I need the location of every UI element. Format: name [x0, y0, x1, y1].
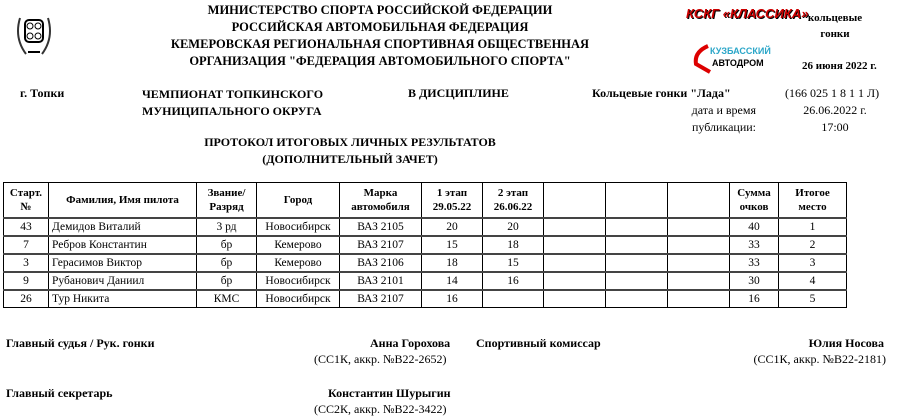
column-header: Старт. №	[4, 183, 49, 219]
table-cell: ВАЗ 2101	[340, 272, 422, 290]
table-cell: 20	[483, 218, 544, 236]
org-line: МИНИСТЕРСТВО СПОРТА РОССИЙСКОЙ ФЕДЕРАЦИИ	[207, 3, 553, 17]
table-cell: Герасимов Виктор	[49, 254, 197, 272]
table-cell: 16	[422, 290, 483, 308]
table-cell	[544, 290, 606, 308]
table-cell: бр	[197, 272, 257, 290]
table-cell	[544, 218, 606, 236]
table-cell	[606, 254, 668, 272]
city: г. Топки	[20, 86, 65, 100]
table-cell: 3	[4, 254, 49, 272]
table-cell: Тур Никита	[49, 290, 197, 308]
column-header	[544, 183, 606, 219]
table-cell: 14	[422, 272, 483, 290]
column-header: Город	[257, 183, 340, 219]
table-cell: КМС	[197, 290, 257, 308]
table-cell: бр	[197, 254, 257, 272]
org-line: ОРГАНИЗАЦИЯ "ФЕДЕРАЦИЯ АВТОМОБИЛЬНОГО СПОРТА"	[189, 54, 571, 68]
column-header: Звание/ Разряд	[197, 183, 257, 219]
chief-judge-credentials: (СС1К, аккр. №В22-2652)	[314, 352, 447, 366]
table-cell: Новосибирск	[257, 272, 340, 290]
results-table	[3, 182, 847, 308]
table-cell: 9	[4, 272, 49, 290]
table-cell	[668, 218, 730, 236]
table-cell: Рубанович Даниил	[49, 272, 197, 290]
discipline: Кольцевые гонки "Лада"	[592, 86, 731, 100]
table-cell	[668, 236, 730, 254]
table-cell: 7	[4, 236, 49, 254]
table-cell: ВАЗ 2107	[340, 236, 422, 254]
table-row	[4, 236, 847, 254]
kuzbass-autodrome-logo: КУЗБАССКИЙ АВТОДРОМ	[696, 44, 756, 76]
column-header	[606, 183, 668, 219]
table-cell: 15	[483, 254, 544, 272]
table-cell: Демидов Виталий	[49, 218, 197, 236]
table-cell	[606, 290, 668, 308]
event-date: 26 июня 2022 г.	[802, 60, 877, 72]
table-cell	[668, 272, 730, 290]
kskg-logo: КСКГ «КЛАССИКА»	[686, 6, 809, 21]
table-cell: 33	[730, 254, 779, 272]
publication-datetime: 26.06.2022 г. 17:00	[803, 103, 867, 134]
event-type: кольцевые гонки	[807, 12, 863, 40]
chief-secretary-name: Константин Шурыгин	[328, 386, 451, 400]
column-header: Марка автомобиля	[340, 183, 422, 219]
table-cell	[544, 236, 606, 254]
table-cell: 16	[730, 290, 779, 308]
table-cell: 3	[779, 254, 847, 272]
table-cell	[483, 290, 544, 308]
table-cell: 26	[4, 290, 49, 308]
table-cell	[544, 272, 606, 290]
commissioner-credentials: (СС1К, аккр. №В22-2181)	[753, 352, 886, 366]
table-cell	[668, 290, 730, 308]
table-cell	[606, 218, 668, 236]
table-cell: Кемерово	[257, 236, 340, 254]
column-header: 2 этап 26.06.22	[483, 183, 544, 219]
table-row	[4, 218, 847, 236]
chief-secretary-credentials: (СС2К, аккр. №В22-3422)	[314, 402, 447, 416]
table-cell: 40	[730, 218, 779, 236]
table-cell: 33	[730, 236, 779, 254]
table-cell: 5	[779, 290, 847, 308]
protocol-title: ПРОТОКОЛ ИТОГОВЫХ ЛИЧНЫХ РЕЗУЛЬТАТОВ (ДОПОЛНИТЕЛЬНЫЙ ЗАЧЕТ)	[204, 135, 496, 166]
chief-judge-name: Анна Горохова	[370, 336, 451, 350]
table-cell: ВАЗ 2107	[340, 290, 422, 308]
organization-header	[150, 2, 610, 70]
table-cell: 30	[730, 272, 779, 290]
chief-secretary-label: Главный секретарь	[6, 386, 113, 400]
table-cell: 1	[779, 218, 847, 236]
table-cell: ВАЗ 2105	[340, 218, 422, 236]
table-cell: 20	[422, 218, 483, 236]
table-cell: ВАЗ 2106	[340, 254, 422, 272]
table-cell: 2	[779, 236, 847, 254]
table-cell: 4	[779, 272, 847, 290]
table-cell	[668, 254, 730, 272]
discipline-label: В ДИСЦИПЛИНЕ	[408, 86, 509, 100]
column-header	[668, 183, 730, 219]
table-cell: 18	[483, 236, 544, 254]
table-cell: бр	[197, 236, 257, 254]
publication-label: дата и время публикации:	[691, 103, 756, 134]
table-cell: 18	[422, 254, 483, 272]
table-cell: 3 рд	[197, 218, 257, 236]
table-cell: Новосибирск	[257, 290, 340, 308]
table-cell: 43	[4, 218, 49, 236]
table-cell: Кемерово	[257, 254, 340, 272]
table-row	[4, 254, 847, 272]
column-header: Итогое место	[779, 183, 847, 219]
federation-emblem	[14, 8, 54, 60]
table-cell	[544, 254, 606, 272]
table-cell	[606, 236, 668, 254]
commissioner-name: Юлия Носова	[808, 336, 884, 350]
table-cell: 15	[422, 236, 483, 254]
column-header: Сумма очков	[730, 183, 779, 219]
championship: ЧЕМПИОНАТ ТОПКИНСКОГО МУНИЦИПАЛЬНОГО ОКРУГА	[142, 87, 324, 118]
column-header: 1 этап 29.05.22	[422, 183, 483, 219]
commissioner-label: Спортивный комиссар	[476, 336, 601, 350]
table-cell: 16	[483, 272, 544, 290]
chief-judge-label: Главный судья / Рук. гонки	[6, 336, 155, 350]
column-header: Фамилия, Имя пилота	[49, 183, 197, 219]
table-row	[4, 290, 847, 308]
table-cell: Ребров Константин	[49, 236, 197, 254]
table-row	[4, 272, 847, 290]
org-line: РОССИЙСКАЯ АВТОМОБИЛЬНАЯ ФЕДЕРАЦИЯ	[231, 20, 529, 34]
org-line: КЕМЕРОВСКАЯ РЕГИОНАЛЬНАЯ СПОРТИВНАЯ ОБЩЕСТВЕННАЯ	[170, 37, 590, 51]
table-cell	[606, 272, 668, 290]
table-cell: Новосибирск	[257, 218, 340, 236]
discipline-code: (166 025 1 8 1 1 Л)	[785, 86, 880, 100]
